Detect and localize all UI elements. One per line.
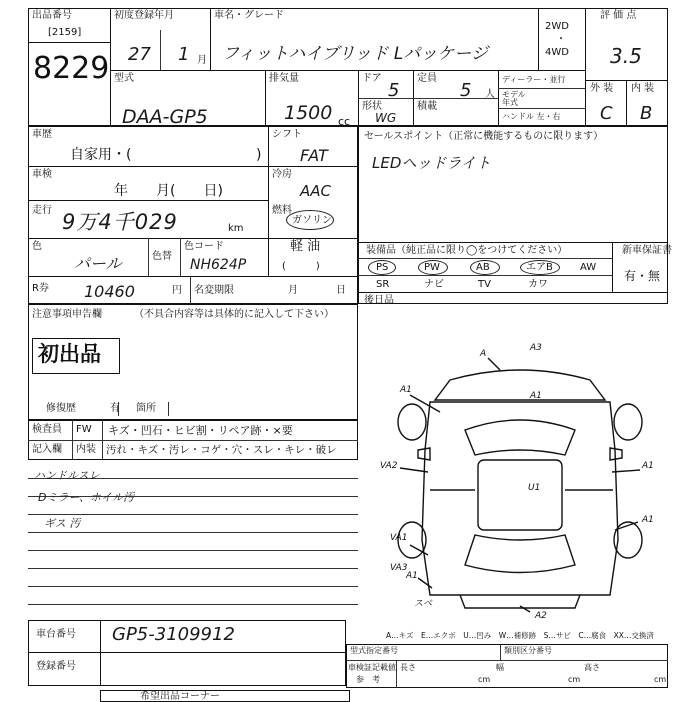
color-code-label: 色コード xyxy=(184,241,224,252)
mark-a1-left: A1 xyxy=(400,385,412,395)
repair-value: 有 xyxy=(110,403,120,414)
height-label: 高さ xyxy=(584,663,600,672)
diagram-legend: A…キズ E…エクボ U…凹み W…補修跡 S…サビ C…腐食 XX…交換済 xyxy=(386,631,654,640)
lot-label: 出品番号 xyxy=(32,10,72,21)
score-label: 評 価 点 xyxy=(600,10,637,21)
chassis-value: GP5-3109912 xyxy=(112,624,235,645)
equip-ab: AB xyxy=(476,262,490,273)
history-value: 自家用・( xyxy=(70,147,132,163)
dealer-label: ディーラー・並行 xyxy=(502,75,566,84)
entry-label: 記入欄 xyxy=(32,444,62,455)
note-line-1: ハンドルスレ xyxy=(34,469,100,482)
mark-va3: VA3 xyxy=(390,563,408,573)
equip-airb: エアB xyxy=(526,262,553,273)
load-label: 積載 xyxy=(417,101,437,112)
mileage-value: 9万4千029 xyxy=(62,210,178,234)
recycle-label: R券 xyxy=(32,283,49,294)
name-label: 車名・グレード xyxy=(214,10,284,21)
width-label: 幅 xyxy=(496,663,504,672)
mark-a1-right: A1 xyxy=(642,461,654,471)
handle-label: ハンドル 左・右 xyxy=(502,112,561,121)
door-label: ドア xyxy=(362,73,382,84)
mark-a1-hood: A1 xyxy=(530,391,542,401)
first-reg-month: 1 xyxy=(178,44,190,65)
mileage-label: 走行 xyxy=(32,205,52,216)
disp-value: 1500 xyxy=(284,102,333,124)
shift-label: シフト xyxy=(272,129,302,140)
drive-4wd: 4WD xyxy=(545,47,569,58)
shape-label: 形状 xyxy=(362,101,382,112)
inspector-line2: 汚れ・キズ・汚レ・コゲ・穴・スレ・キレ・破レ xyxy=(106,444,337,456)
mark-va1: VA1 xyxy=(390,533,408,543)
deadline-label: 名変期限 xyxy=(194,285,234,296)
inspector-line1: キズ・凹石・ヒビ割・リペア跡・×要 xyxy=(108,424,293,437)
preferred-corner-label: 希望出品コーナー xyxy=(140,691,220,702)
equip-aw: AW xyxy=(580,262,597,273)
first-listing-stamp: 初出品 xyxy=(38,342,101,366)
sales-value: LEDヘッドライト xyxy=(372,154,491,172)
first-reg-year: 27 xyxy=(128,44,151,65)
mark-va2: VA2 xyxy=(380,461,398,471)
int-label: 内 装 xyxy=(631,83,655,94)
shift-value: FAT xyxy=(300,146,328,165)
sales-frame xyxy=(358,126,668,304)
notes-sub: （不具合内容等は具体的に記入して下さい） xyxy=(134,309,334,320)
ac-value: AAC xyxy=(300,182,331,200)
color-code-value: NH624P xyxy=(190,257,247,273)
mark-a2: A2 xyxy=(535,611,547,620)
length-label: 長さ xyxy=(400,663,416,672)
first-reg-label: 初度登録年月 xyxy=(114,10,174,21)
mark-sube: スベ xyxy=(414,599,433,609)
inspection-value: 年 月( 日) xyxy=(114,183,223,199)
mark-u1: U1 xyxy=(528,483,541,493)
drive-2wd: 2WD xyxy=(545,21,569,32)
auction-sheet: 出品番号 [2159] 8229 初度登録年月 27 1 月 車名・グレード フィットハイブリッド Lパッケージ 2WD ・ 4WD 評 価 点 3.5 型式 DAA-GP5 排気量 1500 cc ドア 5 定員 5 人 形状 WG 積載 ディーラー・並行 モデル 年式 ハンドル 左・右 外 装 内 装 C B 車歴 自家用・( ) シフト FAT 車検 年 月( 日) 冷房 AAC 走行 9万4千029 km 燃料 ガソリン 軽 油 ( ) 色 パール 色替 色コード NH624P R券 10460 円 名変期限 月 日 セールスポイント（正常に機能するものに限ります） LEDヘッドライト 装備品（純正品に限り◯をつけてください） 新車保証書 有・無 PS PW AB エアB AW SR ナビ TV カワ 後日品 注意事項申告欄 （不具合内容等は具体的に記入して下さい） 初出品 修復歴 有 箇所 検査員 記入欄 FW 内装 キズ・凹石・ヒビ割・リペア跡・×要 汚れ・キズ・汚レ・コゲ・穴・スレ・キレ・破レ ハンドルスレ Dミラー、ホイル汚 ギス 汚 A A3 A1 A1 A1 VA2 U1 A1 VA1 VA3 A1 A2 スベ A…キズ E…エクボ U…凹み W…補修跡 S…サビ C…腐食 XX…交換済 車台番号 GP5-3109912 登録番号 型式指定番号 類別区分番号 車検証記載値 参 考 長さ cm 幅 cm 高さ cm 希望出品コーナー xyxy=(0,0,700,700)
inspector-label: 検査員 xyxy=(32,424,62,435)
repair-label: 修復歴 xyxy=(46,403,76,414)
equip-sr: SR xyxy=(376,279,390,290)
lot-sub: [2159] xyxy=(48,27,82,38)
cert-label: 車検証記載値 xyxy=(348,663,396,672)
sales-label: セールスポイント（正常に機能するものに限ります） xyxy=(364,131,604,142)
capacity-value: 5 xyxy=(460,80,472,101)
ext-value: C xyxy=(600,103,613,124)
fuel-label: 燃料 xyxy=(272,205,292,216)
registration-label: 登録番号 xyxy=(36,661,76,672)
class-code-label: 類別区分番号 xyxy=(504,646,552,655)
history-label: 車歴 xyxy=(32,129,52,140)
equip-pw: PW xyxy=(424,262,440,273)
equip-leather: カワ xyxy=(528,279,548,290)
warranty-label: 新車保証書 xyxy=(622,245,672,256)
type-code-label: 型式指定番号 xyxy=(350,646,398,655)
mark-a1-rear-left: A1 xyxy=(406,571,418,581)
fuel-diesel: 軽 油 xyxy=(290,239,321,254)
warranty-value: 有・無 xyxy=(624,269,661,283)
equip-tv: TV xyxy=(478,279,491,290)
cert-sub: 参 考 xyxy=(356,675,380,684)
name-value: フィットハイブリッド Lパッケージ xyxy=(222,44,488,64)
fuel-gas: ガソリン xyxy=(292,215,332,226)
model-label: 型式 xyxy=(114,73,134,84)
note-line-3: ギス 汚 xyxy=(44,517,81,530)
color-value: パール xyxy=(74,254,122,273)
chassis-label: 車台番号 xyxy=(36,629,76,640)
int-value: B xyxy=(640,103,653,124)
equipment-label: 装備品（純正品に限り◯をつけてください） xyxy=(366,245,568,256)
equip-navi: ナビ xyxy=(424,279,444,290)
ext-label: 外 装 xyxy=(590,83,614,94)
recycle-value: 10460 xyxy=(84,282,135,301)
notes-label: 注意事項申告欄 xyxy=(32,309,102,320)
inspection-label: 車検 xyxy=(32,169,52,180)
lot-number: 8229 xyxy=(33,51,110,86)
door-value: 5 xyxy=(388,80,400,101)
mark-a-top: A xyxy=(480,349,487,359)
mark-a3: A3 xyxy=(530,343,542,353)
capacity-label: 定員 xyxy=(417,73,437,84)
install-label: 後日品 xyxy=(364,295,394,306)
ac-label: 冷房 xyxy=(272,169,292,180)
model-value: DAA-GP5 xyxy=(122,106,208,128)
note-line-2: Dミラー、ホイル汚 xyxy=(38,491,135,504)
shape-value: WG xyxy=(375,111,397,125)
mark-a1-rear-right: A1 xyxy=(642,515,654,525)
color-label: 色 xyxy=(32,241,42,252)
equip-ps: PS xyxy=(376,262,389,273)
month-unit: 月 xyxy=(197,55,207,66)
score-value: 3.5 xyxy=(610,44,642,68)
color-change-label: 色替 xyxy=(152,251,172,262)
car-diagram xyxy=(370,340,670,620)
disp-label: 排気量 xyxy=(269,73,299,84)
